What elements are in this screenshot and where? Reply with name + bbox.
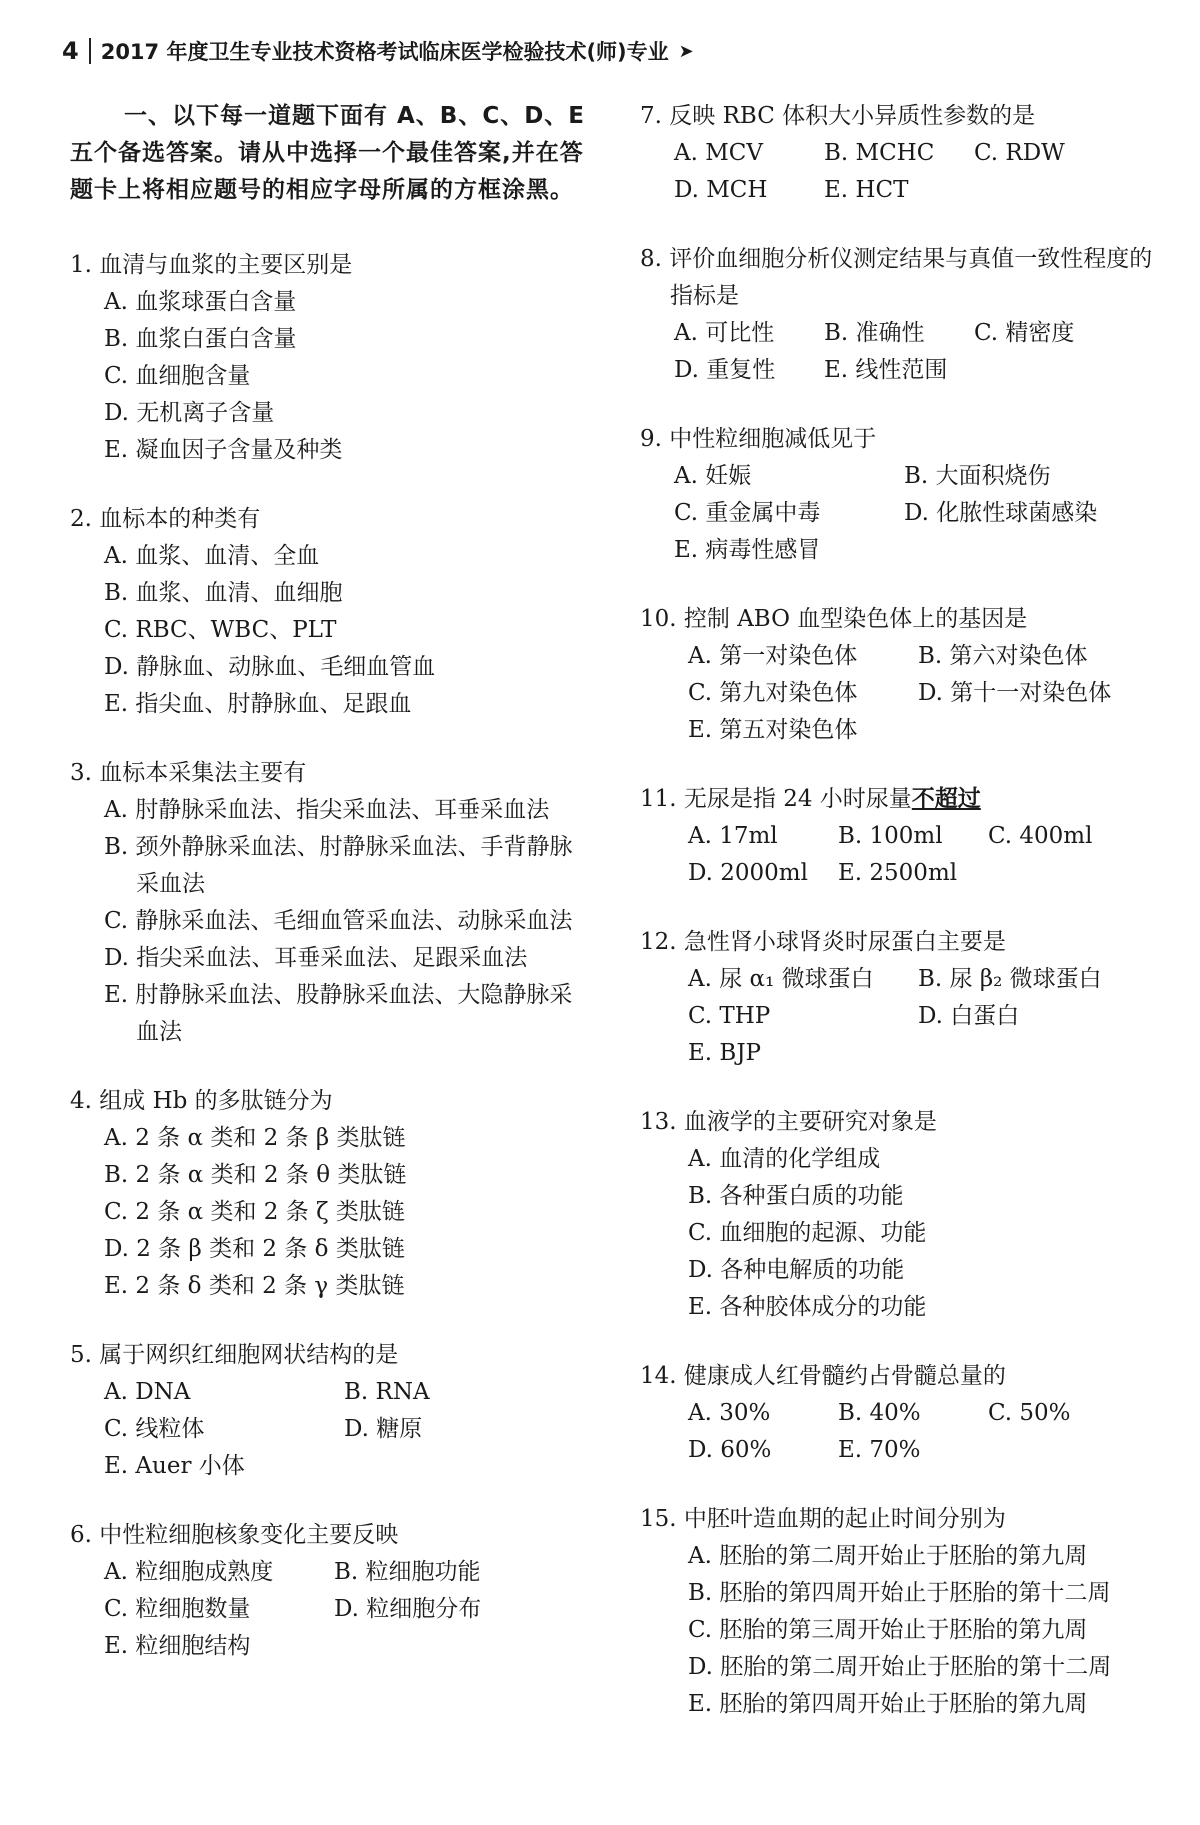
option-row xyxy=(640,1432,1160,1469)
option-c: C. 线粒体 xyxy=(104,1416,205,1442)
option-d: D. 白蛋白 xyxy=(918,1003,1020,1029)
option-a: A. 肘静脉采血法、指尖采血法、耳垂采血法 xyxy=(104,797,550,823)
option-e: E. 2500ml xyxy=(838,860,958,886)
option-b: B. 大面积烧伤 xyxy=(904,463,1051,489)
option-b: B. 准确性 xyxy=(824,320,925,346)
option-e: E. HCT xyxy=(824,177,909,203)
question-stem: 7. 反映 RBC 体积大小异质性参数的是 xyxy=(640,103,1036,129)
option-b: B. RNA xyxy=(344,1379,430,1405)
option-row xyxy=(640,172,1160,209)
option-b: B. MCHC xyxy=(824,140,935,166)
option-c: C. THP xyxy=(688,1003,771,1029)
question-12 xyxy=(640,924,1160,1072)
option-b: B. 尿 β₂ 微球蛋白 xyxy=(918,966,1102,992)
option-e: E. 各种胶体成分的功能 xyxy=(688,1294,927,1320)
option-row xyxy=(640,1395,1160,1432)
option-row xyxy=(70,1591,590,1628)
option-d: D. 糖原 xyxy=(344,1416,423,1442)
question-10 xyxy=(640,601,1160,749)
option-d: D. 静脉血、动脉血、毛细血管血 xyxy=(104,654,436,680)
option-row xyxy=(640,675,1160,712)
option-a: A. MCV xyxy=(674,140,763,166)
option-b: B. 血浆白蛋白含量 xyxy=(104,326,297,352)
option-a: A. 尿 α₁ 微球蛋白 xyxy=(688,966,874,992)
option-c: C. 血细胞含量 xyxy=(104,363,251,389)
option-c: C. 2 条 α 类和 2 条 ζ 类肽链 xyxy=(104,1199,405,1225)
option-e: E. 第五对染色体 xyxy=(688,717,858,743)
option-b: B. 胚胎的第四周开始止于胚胎的第十二周 xyxy=(688,1580,1111,1606)
option-row xyxy=(640,855,1160,892)
option-a: A. 30% xyxy=(688,1400,771,1426)
option-c: C. 精密度 xyxy=(974,320,1075,346)
question-stem-text: 11. 无尿是指 24 小时尿量 xyxy=(640,786,912,812)
option-d: D. 2000ml xyxy=(688,860,808,886)
option-b: B. 各种蛋白质的功能 xyxy=(688,1183,904,1209)
option-c: C. RBC、WBC、PLT xyxy=(104,617,337,643)
question-stem: 10. 控制 ABO 血型染色体上的基因是 xyxy=(640,606,1028,632)
question-11 xyxy=(640,781,1160,892)
question-1 xyxy=(70,247,590,469)
option-c: C. 50% xyxy=(988,1400,1071,1426)
option-d: D. 第十一对染色体 xyxy=(918,680,1112,706)
option-row xyxy=(640,818,1160,855)
question-8 xyxy=(640,241,1160,389)
option-e: E. 2 条 δ 类和 2 条 γ 类肽链 xyxy=(104,1273,405,1299)
option-c: C. 400ml xyxy=(988,823,1093,849)
option-row xyxy=(640,495,1160,532)
option-a: A. 血清的化学组成 xyxy=(688,1146,881,1172)
option-c: C. 重金属中毒 xyxy=(674,500,821,526)
option-row xyxy=(640,961,1160,998)
question-stem: 13. 血液学的主要研究对象是 xyxy=(640,1109,937,1135)
option-a: A. 第一对染色体 xyxy=(688,643,858,669)
question-stem: 8. 评价血细胞分析仪测定结果与真值一致性程度的指标是 xyxy=(640,246,1153,309)
option-d: D. 粒细胞分布 xyxy=(334,1596,482,1622)
option-row xyxy=(640,458,1160,495)
question-stem xyxy=(640,781,1160,818)
emphasis-underline: 不超过 xyxy=(911,786,981,812)
section-instructions: 一、以下每一道题下面有 A、B、C、D、E 五个备选答案。请从中选择一个最佳答案,并在答题卡上将相应题号的相应字母所属的方框涂黑。 xyxy=(70,103,586,203)
option-a: A. 17ml xyxy=(688,823,778,849)
option-b: B. 40% xyxy=(838,1400,921,1426)
page-number: 4 xyxy=(62,37,79,65)
option-c: C. RDW xyxy=(974,140,1065,166)
question-6 xyxy=(70,1517,590,1665)
option-e: E. 70% xyxy=(838,1437,921,1463)
header-title: 2017 年度卫生专业技术资格考试临床医学检验技术(师)专业 xyxy=(100,40,669,64)
question-stem: 4. 组成 Hb 的多肽链分为 xyxy=(70,1088,333,1114)
option-c: C. 胚胎的第三周开始止于胚胎的第九周 xyxy=(688,1617,1088,1643)
option-e: E. 线性范围 xyxy=(824,357,948,383)
option-a: A. 粒细胞成熟度 xyxy=(104,1559,274,1585)
option-c: C. 静脉采血法、毛细血管采血法、动脉采血法 xyxy=(104,908,573,934)
question-3 xyxy=(70,755,590,1051)
option-c: C. 粒细胞数量 xyxy=(104,1596,251,1622)
option-e: E. 病毒性感冒 xyxy=(674,537,821,563)
question-stem: 15. 中胚叶造血期的起止时间分别为 xyxy=(640,1506,1006,1532)
option-d: D. MCH xyxy=(674,177,768,203)
right-column xyxy=(640,98,1160,1755)
option-d: D. 无机离子含量 xyxy=(104,400,275,426)
option-row xyxy=(640,352,1160,389)
option-a: A. 2 条 α 类和 2 条 β 类肽链 xyxy=(104,1125,406,1151)
question-stem: 5. 属于网织红细胞网状结构的是 xyxy=(70,1342,399,1368)
option-a: A. 血浆、血清、全血 xyxy=(104,543,320,569)
option-b: B. 颈外静脉采血法、肘静脉采血法、手背静脉采血法 xyxy=(104,834,573,897)
option-d: D. 各种电解质的功能 xyxy=(688,1257,905,1283)
option-row xyxy=(70,1411,590,1448)
option-a: A. 血浆球蛋白含量 xyxy=(104,289,297,315)
option-b: B. 血浆、血清、血细胞 xyxy=(104,580,343,606)
question-stem: 3. 血标本采集法主要有 xyxy=(70,760,307,786)
question-stem: 2. 血标本的种类有 xyxy=(70,506,261,532)
option-b: B. 100ml xyxy=(838,823,943,849)
left-column xyxy=(70,98,590,1697)
option-b: B. 粒细胞功能 xyxy=(334,1559,481,1585)
page-header xyxy=(62,34,694,68)
option-e: E. 凝血因子含量及种类 xyxy=(104,437,343,463)
question-7 xyxy=(640,98,1160,209)
question-14 xyxy=(640,1358,1160,1469)
question-4 xyxy=(70,1083,590,1305)
option-row xyxy=(70,1554,590,1591)
option-d: D. 化脓性球菌感染 xyxy=(904,500,1098,526)
option-e: E. 胚胎的第四周开始止于胚胎的第九周 xyxy=(688,1691,1088,1717)
question-stem: 9. 中性粒细胞减低见于 xyxy=(640,426,877,452)
option-row xyxy=(640,135,1160,172)
option-d: D. 60% xyxy=(688,1437,772,1463)
question-stem: 1. 血清与血浆的主要区别是 xyxy=(70,252,353,278)
arrow-right-icon: ➤ xyxy=(678,40,694,62)
question-2 xyxy=(70,501,590,723)
option-e: E. 指尖血、肘静脉血、足跟血 xyxy=(104,691,412,717)
option-e: E. BJP xyxy=(688,1040,762,1066)
question-stem: 6. 中性粒细胞核象变化主要反映 xyxy=(70,1522,399,1548)
question-stem: 12. 急性肾小球肾炎时尿蛋白主要是 xyxy=(640,929,1006,955)
option-d: D. 2 条 β 类和 2 条 δ 类肽链 xyxy=(104,1236,405,1262)
option-d: D. 重复性 xyxy=(674,357,776,383)
option-c: C. 第九对染色体 xyxy=(688,680,858,706)
option-d: D. 胚胎的第二周开始止于胚胎的第十二周 xyxy=(688,1654,1112,1680)
option-row xyxy=(640,638,1160,675)
option-b: B. 第六对染色体 xyxy=(918,643,1088,669)
option-a: A. 可比性 xyxy=(674,320,775,346)
option-d: D. 指尖采血法、耳垂采血法、足跟采血法 xyxy=(104,945,528,971)
option-b: B. 2 条 α 类和 2 条 θ 类肽链 xyxy=(104,1162,407,1188)
question-9 xyxy=(640,421,1160,569)
option-row xyxy=(70,1374,590,1411)
question-5 xyxy=(70,1337,590,1485)
question-15 xyxy=(640,1501,1160,1723)
question-13 xyxy=(640,1104,1160,1326)
option-e: E. Auer 小体 xyxy=(104,1453,245,1479)
option-row xyxy=(640,998,1160,1035)
option-a: A. DNA xyxy=(104,1379,191,1405)
option-a: A. 妊娠 xyxy=(674,463,752,489)
option-a: A. 胚胎的第二周开始止于胚胎的第九周 xyxy=(688,1543,1088,1569)
option-e: E. 肘静脉采血法、股静脉采血法、大隐静脉采血法 xyxy=(104,982,573,1045)
option-c: C. 血细胞的起源、功能 xyxy=(688,1220,927,1246)
option-e: E. 粒细胞结构 xyxy=(104,1633,251,1659)
header-divider xyxy=(89,38,91,64)
option-row xyxy=(640,315,1160,352)
question-stem: 14. 健康成人红骨髓约占骨髓总量的 xyxy=(640,1363,1006,1389)
